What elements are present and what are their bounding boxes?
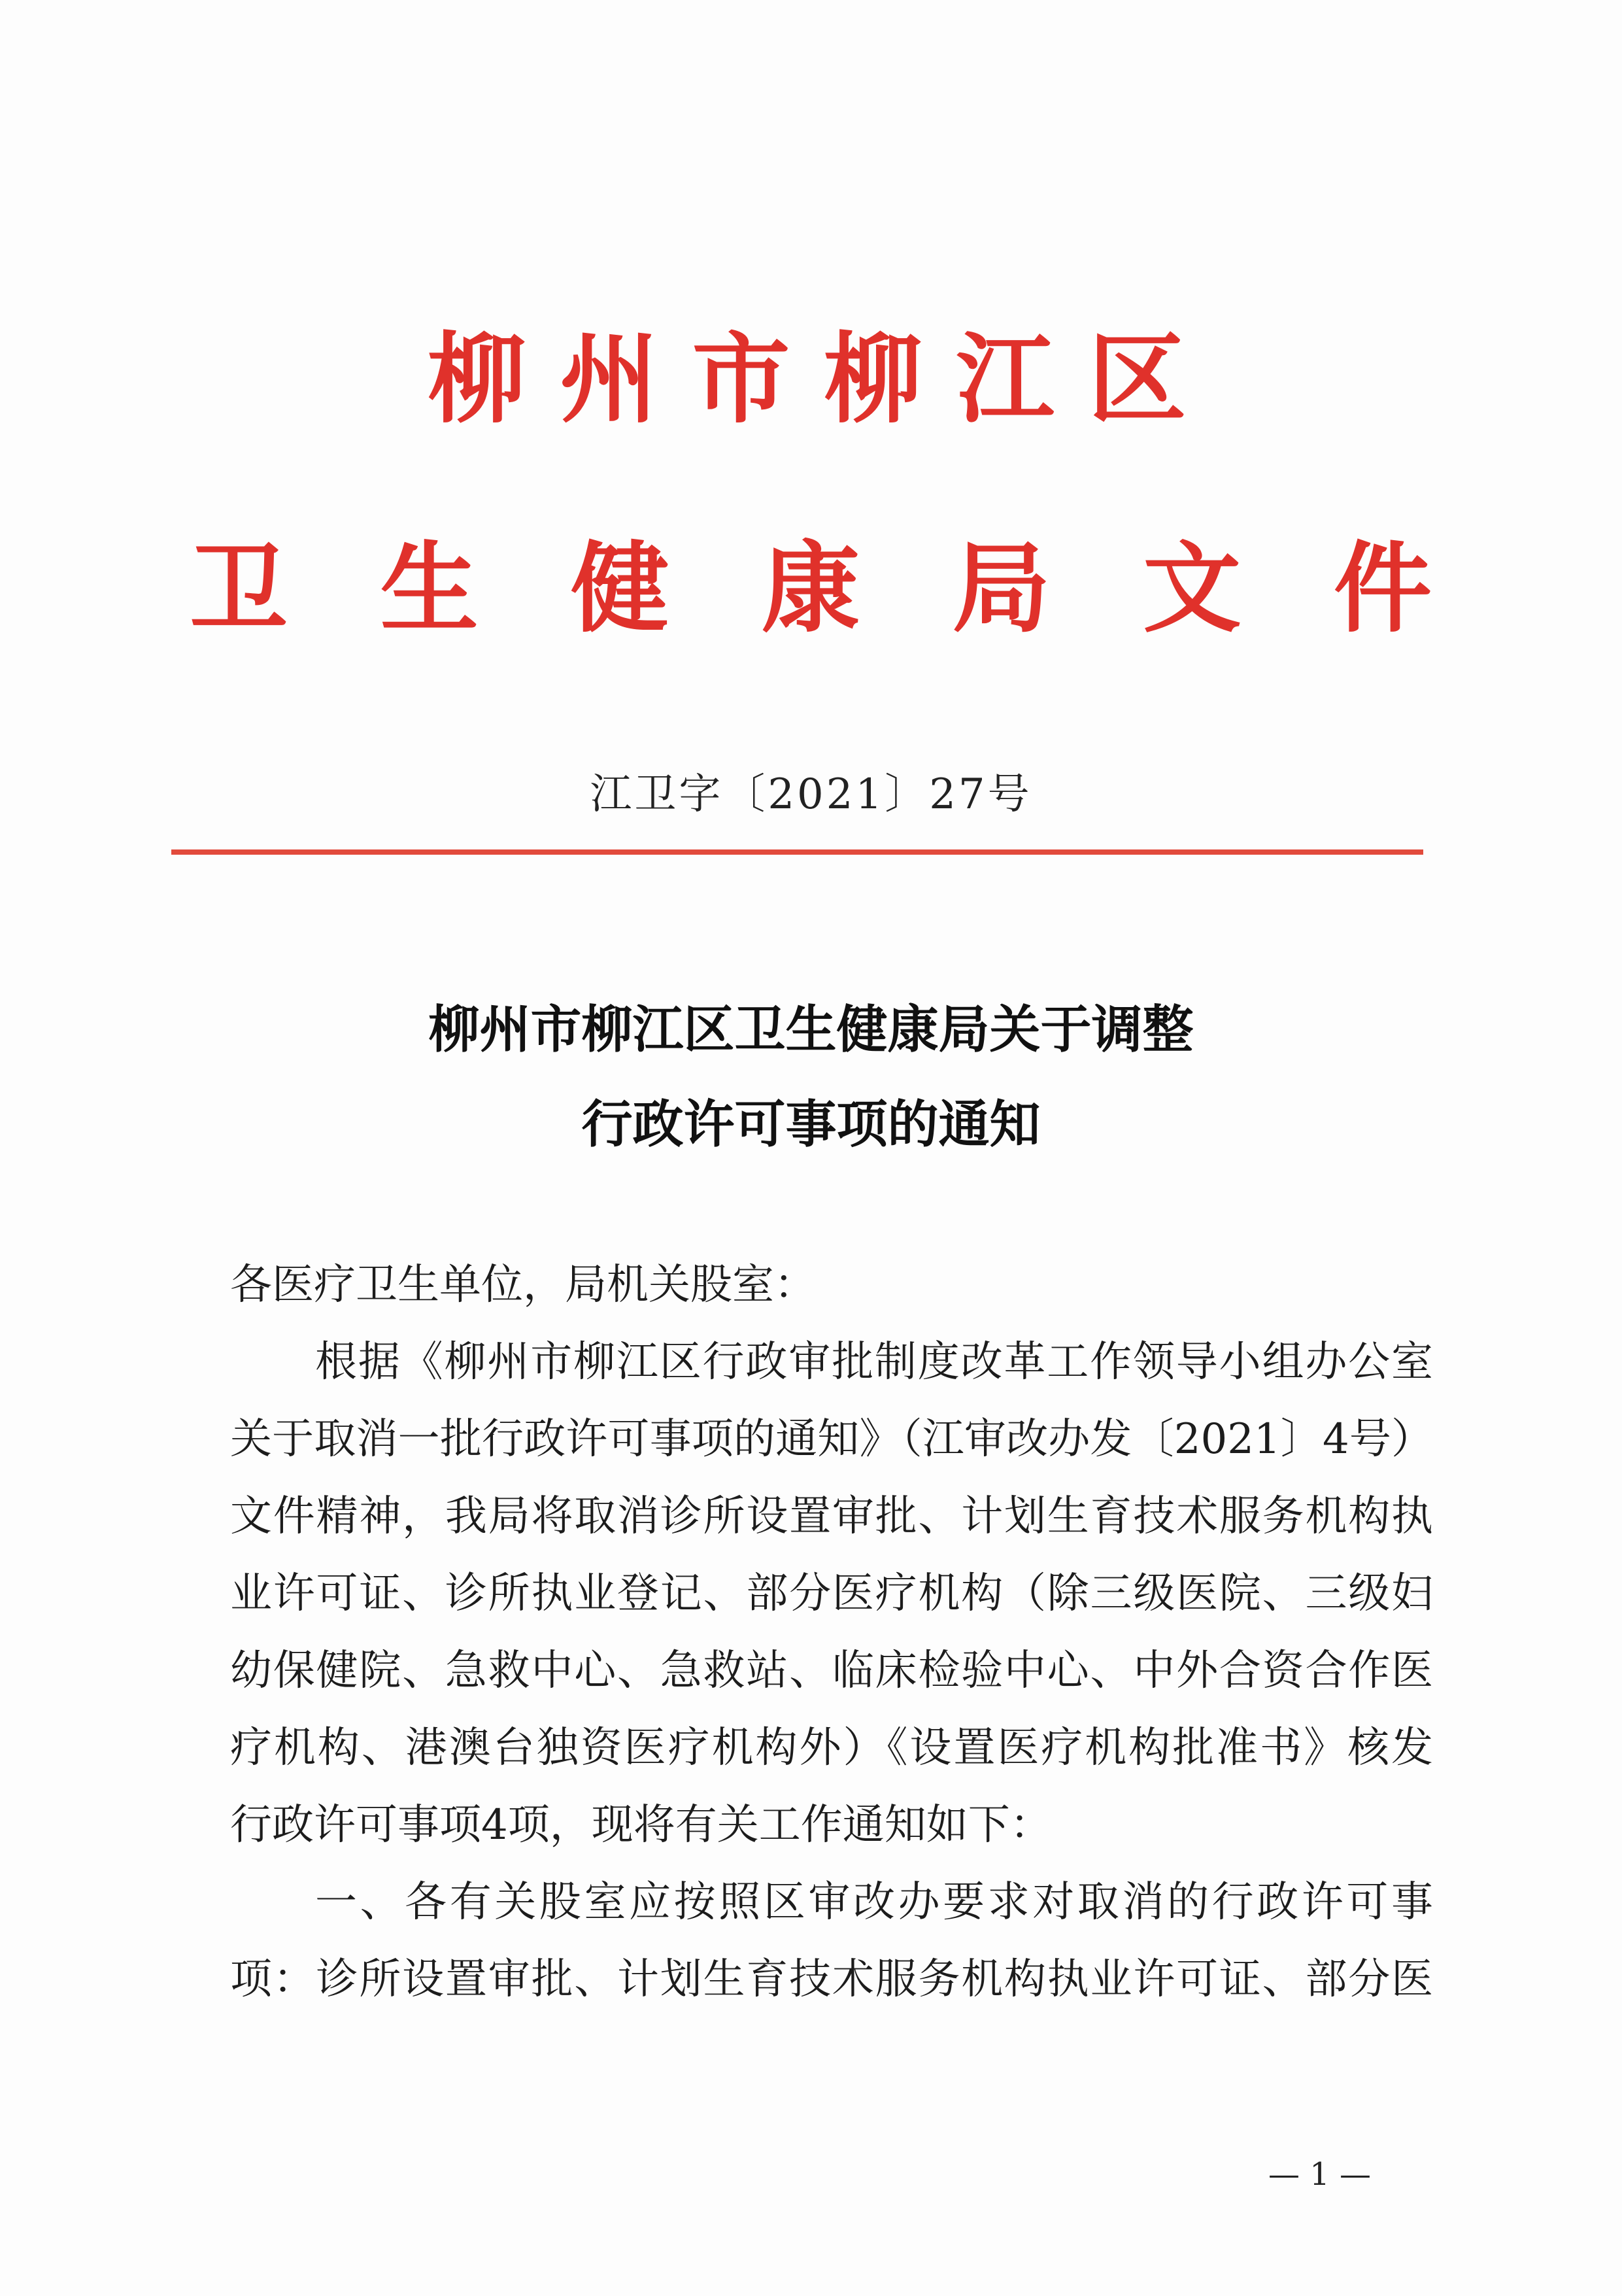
heading-char: 局 <box>952 531 1051 646</box>
body-line: 文件精神，我局将取消诊所设置审批、计划生育技术服务机构执 <box>230 1492 1433 1541</box>
body-line: 一、各有关股室应按照区审改办要求对取消的行政许可事 <box>315 1878 1433 1927</box>
heading-char: 生 <box>380 531 479 646</box>
body-line: 行政许可事项4项，现将有关工作通知如下： <box>230 1801 1052 1849</box>
heading-char: 件 <box>1333 531 1432 646</box>
body-line: 业许可证、诊所执业登记、部分医疗机构（除三级医院、三级妇 <box>230 1569 1433 1618</box>
salutation: 各医疗卫生单位，局机关股室： <box>230 1261 816 1309</box>
body-line: 幼保健院、急救中心、急救站、临床检验中心、中外合资合作医 <box>230 1647 1433 1695</box>
document-number: 江卫字〔2021〕27号 <box>590 770 1032 819</box>
body-line: 疗机构、港澳台独资医疗机构外）《设置医疗机构批准书》核发 <box>230 1724 1433 1772</box>
heading-char: 健 <box>571 531 669 646</box>
body-line: 项：诊所设置审批、计划生育技术服务机构执业许可证、部分医 <box>230 1955 1433 2004</box>
document-type-heading <box>190 523 1432 654</box>
page-number: — 1 — <box>1268 2156 1372 2193</box>
heading-char: 文 <box>1143 531 1242 646</box>
notice-body <box>230 1246 1433 2018</box>
notice-title-line2: 行政许可事项的通知 <box>581 1095 1041 1154</box>
body-line: 关于取消一批行政许可事项的通知》（江审改办发〔2021〕4号） <box>230 1415 1433 1464</box>
body-line: 根据《柳州市柳江区行政审批制度改革工作领导小组办公室 <box>315 1338 1433 1386</box>
heading-char: 卫 <box>190 531 288 646</box>
heading-char: 康 <box>761 531 860 646</box>
red-divider-line <box>171 849 1423 855</box>
issuer-name-heading: 柳州市柳江区 <box>428 322 1221 437</box>
notice-title-line1: 柳州市柳江区卫生健康局关于调整 <box>428 1000 1194 1059</box>
